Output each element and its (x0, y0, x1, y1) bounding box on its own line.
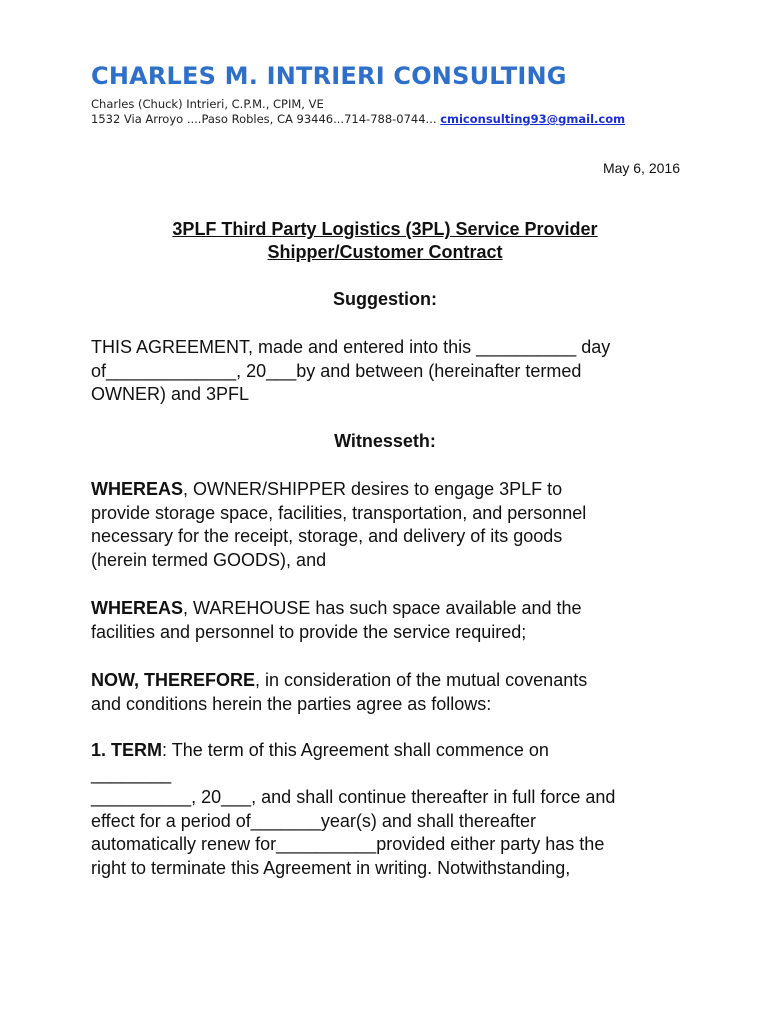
whereas-line: facilities and personnel to provide the service required; (91, 621, 527, 642)
now-therefore-keyword: NOW, THEREFORE (91, 670, 256, 690)
witnesseth-heading: Witnesseth: (334, 431, 436, 451)
contact-address-line (91, 112, 625, 126)
term-line: automatically renew for__________provided either party has the (91, 834, 605, 854)
whereas-keyword: WHEREAS (91, 479, 184, 499)
agreement-line: of_____________, 20___by and between (hereinafter termed (91, 360, 582, 381)
whereas-line: provide storage space, facilities, transportation, and personnel (91, 502, 587, 523)
contact-name-line: Charles (Chuck) Intrieri, C.P.M., CPIM, VE (91, 97, 324, 111)
letter-date: May 6, 2016 (602, 160, 680, 176)
term-line: __________, 20___, and shall continue thereafter in full force and (91, 787, 616, 807)
contact-address: 1532 Via Arroyo ....Paso Robles, CA 93446...714-788-0744... (91, 112, 441, 126)
now-therefore-paragraph (91, 669, 691, 716)
contract-title-line1: 3PLF Third Party Logistics (3PL) Service Provider (172, 219, 598, 239)
whereas-line: (herein termed GOODS), and (91, 549, 327, 570)
whereas-line: , OWNER/SHIPPER desires to engage 3PLF to (183, 479, 563, 499)
term-keyword: 1. TERM (91, 740, 163, 760)
whereas-paragraph-1 (91, 478, 691, 572)
term-line: effect for a period of_______year(s) and shall thereafter (91, 810, 536, 831)
now-therefore-line: , in consideration of the mutual covenants (255, 670, 588, 690)
company-name: CHARLES M. INTRIERI CONSULTING (91, 62, 567, 90)
now-therefore-line: and conditions herein the parties agree as follows: (91, 693, 492, 714)
whereas-paragraph-2 (91, 597, 691, 644)
term-paragraph (91, 739, 691, 880)
whereas-line: , WAREHOUSE has such space available and the (183, 598, 582, 618)
whereas-line: necessary for the receipt, storage, and delivery of its goods (91, 526, 563, 546)
suggestion-heading: Suggestion: (333, 289, 437, 309)
contract-title-line2: Shipper/Customer Contract (267, 242, 503, 262)
agreement-line: OWNER) and 3PFL (91, 384, 250, 404)
email-link[interactable]: cmiconsulting93@gmail.com (440, 112, 626, 126)
agreement-paragraph (91, 336, 691, 407)
whereas-keyword: WHEREAS (91, 598, 184, 618)
agreement-line: THIS AGREEMENT, made and entered into this __________ day (91, 337, 611, 357)
term-line: ________ (91, 763, 172, 784)
term-line: right to terminate this Agreement in writing. Notwithstanding, (91, 857, 571, 878)
term-line: : The term of this Agreement shall commence on (162, 740, 549, 760)
